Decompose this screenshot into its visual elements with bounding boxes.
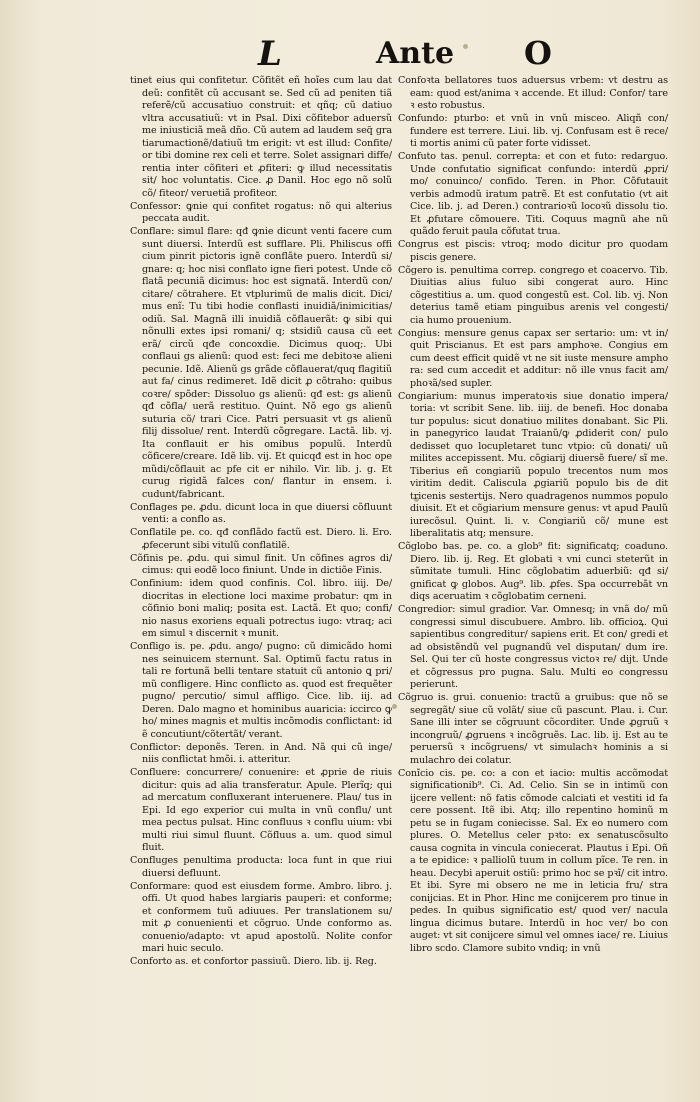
header-title: Ante xyxy=(376,36,455,71)
dictionary-entry: Confligo is. pe. ꝓdu. ango/ pugno: cũ dimicãdo homi nes seinuicem sternunt. Sal. Optimũ factu ratus in tali re fortunã belli tentare statuit cũ antonio ꝗ pri/ mũ confligere. Hinc conflicto as. quod est frequẽter pugno/ percutio/ simul affligo. Cice. lib. iij. ad Deren. Dalo magno et hominibus auaricia: iccirco ꝙ ho/ mines magnis et multis incõmodis conflictant: id ẽ concutiunt/cõtertãt/ verant. xyxy=(130,641,392,740)
dictionary-entry: Conflatile pe. co. qđ conflãdo factũ est. Diero. li. Ero. ꝓfecerunt sibi vitulũ conflatilẽ. xyxy=(130,527,392,551)
dictionary-entry: Confinium: idem quod confinis. Col. libro. iiij. De/ diocritas in electione loci maxime probatur: qm in cõfinio boni maliq; posita est. Lactã. Et quo; confi/ nio nasus exoriens equali potrectus iugo: vtraq; aci em simul ꝛ discernit ꝛ munit. xyxy=(130,578,392,639)
dictionary-entry: Conĩcio cis. pe. co: a con et iacio: multis accõmodat significationib⁹. Ci. Ad. Celio. Sin se in intimũ con ijcere vellent: nõ fatis cõmode calciati et vestiti id fa cere possent. Itẽ ibi. Atq; illo repentino hominũ m petu se in fugam coniecisse. Sal. Ex eo numero com plures. O. Metellus celer pꝛto: ex senatuscõsulto causa cognita in vincula coniecerat. Plautus i Epi. Oñ a te epidice: ꝛ palliolũ tuum in collum pĩce. Te ren. in heau. Decybi aperuit ostiũ: primo hoc se pꝛĩ/ cit intro. Et ibi. Syre mi obsero ne me in leticia fru/ stra conijcias. Et in Phor. Hinc me conijcerem pro tinue in pedes. In quibus significatio est/ quod ver/ nacula lingua dicimus butare. Interdũ in hoc ver/ bo con auget: vt sit conijcere simul vel omnes iace/ re. Liuius libro scdo. Clamore subito vndiq; in vnũ xyxy=(398,767,668,954)
dictionary-entry: Confessor: ꝙnie qui confitet rogatus: nõ qui alterius peccata audit. xyxy=(130,200,392,224)
dictionary-entry: Cõgruo is. grui. conuenio: tractũ a gruibus: que nõ se segregãt/ siue cũ volãt/ siue cũ pascunt. Plau. i. Cur. Sane illi inter se cõgruunt cõcorditer. Unde ꝓgruũ ꝛ incongruũ/ ꝓgruens ꝛ incõgruẽs. Lac. lib. ij. Est au te peruersũ ꝛ incõgruens/ vt simulachꝛ hominis a si mulachro dei colatur. xyxy=(398,692,668,766)
dictionary-entry: Conformare: quod est eiusdem forme. Ambro. libro. j. offi. Ut quod habes largiaris pauperi: et conforme; et conformem tuũ adiuues. Per translationem su/ mit ꝓ conuenienti et cõgruo. Unde conformo as. conuenio/adapto: vt apud apostolũ. Nolite confor mari huic seculo. xyxy=(130,880,392,954)
dictionary-entry: Cõgero is. penultima correp. congrego et coacervo. Tib. Diuitias alius fuluo sibi congerat auro. Hinc cõgestitius a. um. quod congestũ est. Col. lib. vj. Non deterius tamẽ etiam pinguibus arenis vel congesti/ cia humo prouenium. xyxy=(398,264,668,326)
left-text-column xyxy=(130,75,392,969)
dictionary-entry: Congrus est piscis: vtroq; modo dicitur pro quodam piscis genere. xyxy=(398,239,668,263)
dictionary-entry: Congiarium: munus imperatoꝛis siue donatio impera/ toria: vt scribit Sene. lib. iiij. de benefi. Hoc donaba tur populus: sicut donatiuo milites donabant. Sic Pli. in panegyrico laudat Traianũ/ꝙ ꝓdiderit con/ pulo dedisset quo locupletaret tunc vtpio: cũ donati/ uũ milites accepissent. Mu. cõgiarij diuersẽ fuere/ sĩ me. Tiberius eñ congiariũ populo trecentos num mos viritim dedit. Caliscula ꝓgiariũ populo bis de dit tricenis sestertijs. Nero quadragenos nummos populo diuisit. Et et cõgiarium mensure genus: vt apud Paulũ iurecõsul. Quint. li. v. Congiariũ cõ/ mune est liberalitatis atq; mensure. xyxy=(398,390,668,539)
dictionary-entry: Confuto tas. penul. correpta: et con et futo: redarguo. Unde confutatio significat confundo: interdũ ꝓpri/ mo/ conuinco/ confido. Teren. in Phor. Cõfutauit verbis admodũ iratum patrẽ. Et est confutatio (vt ait Cice. lib. j. ad Deren.) contrarioꝛũ locoꝛũ dissolu tio. Et ꝓfutare cõmouere. Titi. Coquus magnũ ahe nũ quãdo feruit paula cõfutat trua. xyxy=(398,151,668,237)
header-left-letter: L xyxy=(258,34,282,74)
dictionary-entry: Conflictor: deponẽs. Teren. in And. Nã qui cũ inge/ niis conflictat hmõi. i. atteritur. xyxy=(130,741,392,765)
dictionary-entry: Congredior: simul gradior. Var. Omnesq; in vnã do/ mũ congressi simul discubuere. Ambro. lib. officioꝝ. Qui sapientibus congreditur/ sapiens erit. Et con/ gredi et ad obsistẽndũ vel pugnandũ vel disputan/ dum ire. Sel. Qui ter cũ hoste congressus victoꝛ re/ dijt. Unde et cõgressus pro pugna. Salu. Multi eo congressu perierunt. xyxy=(398,604,668,690)
dictionary-entry: Confluges penultima producta: loca funt in que riui diuersi defluunt. xyxy=(130,855,392,879)
page-hole-mark xyxy=(392,704,397,709)
right-text-column xyxy=(398,75,668,956)
dictionary-entry: Cõfinis pe. ꝓdu. qui simul finit. Un cõfines agros di/ cimus: qui eodẽ loco finiunt. Unde in dictiõe Finis. xyxy=(130,552,392,576)
running-header xyxy=(0,34,700,74)
dictionary-entry: Congius: mensure genus capax ser sertario: um: vt in/ quit Priscianus. Et est pars amphoꝛe. Congius em cum deest efficit quidẽ vt ne sit iuste mensure ampho ra: sed cum accedit et additur: nõ ille vnus facit am/ phoꝛã/sed supler. xyxy=(398,327,668,389)
dictionary-entry: Conflare: simul flare: qđ ꝙnie dicunt venti facere cum sunt diuersi. Interdũ est sufflare. Pli. Philiscus offi cium pinrit pictoris ignẽ conflãte puero. Interdũ si/ gnare: q; hoc nisi conflato igne fieri potest. Unde cõ flatã pecuniã dicimus: hoc est signatã. Interdũ con/ citare/ cõtrahere. Et vtplurimũ de malis dicit. Dici/ mus enĩ: Tu tibi hodie conflasti inuidiã/inimicitias/ odiũ. Sal. Magnã illi inuidiã cõflauerãt: ꝙ sibi qui nõnulli extes ipsi romani/ q; stsidiũ causa cũ eet erã/ circũ qđe concoxdie. Dicimus quoq;. Ubi conflaui gs alienũ: quod est: feci me debitoꝛe alieni pecunie. Idẽ. Alienũ gs grãde cõflauerat/quq flagitiũ aut fa/ cinus redimeret. Idẽ dicit ꝓ cõtraho: quibus coꝛre/ spõder: Dissoluo gs alienũ: qđ est: gs alienũ qđ cõfla/ uerã restituo. Quint. Nõ ego gs alienũ suturia cõ/ trari Cice. Patri persuasit vt gs alienũ filij dissolue/ rent. Interdũ cõgregare. Lactã. lib. vj. Ita conflauit er his omibus populũ. Interdũ cõficere/creare. Idẽ lib. vij. Et quicqđ est in hoc ope mũdi/cõflauit ac pfe cit er nihilo. Vir. lib. j. g. Et curug rigidã falces con/ flantur in ensem. i. cudunt/fabricant. xyxy=(130,226,392,500)
header-right-letter: O xyxy=(524,34,552,72)
dictionary-entry: Conforto as. et confortor passiuũ. Diero. lib. ij. Reg. xyxy=(130,956,377,967)
dictionary-entry: Cõglobo bas. pe. co. a glob⁹ fit: significatq; coaduno. Diero. lib. ij. Reg. Et globati ꝛ vni cunci steterũt in sũmitate tumuli. Hinc cõglobatim aduerbiũ: qđ si/ gnificat ꝙ globos. Aug⁹. lib. ꝓfes. Spa occurrebãt vn diqs aceruatim ꝛ cõglobatim cerneni. xyxy=(398,541,668,602)
dictionary-entry: Confundo: pturbo: et vnũ in vnũ misceo. Aliqñ con/ fundere est terrere. Liui. lib. vj. Confusam est ẽ rece/ ti mortis animi cũ pater forte vidisset. xyxy=(398,113,668,149)
dictionary-entry: tinet eius qui confitetur. Cõfitẽt eñ hoĩes cum lau dat deũ: confitẽt cũ accusant se. Sed cũ ad peniten tiã referẽ/cũ accusatiuo construit: et qñq; cũ datiuo vltra accusatiuũ: vt in Psal. Dixi cõfitebor aduersũ me iniusticiã meã dño. Cũ autem ad laudem seq̃ gra tiarumactionẽ/datiuũ tm erigit: vt est illud: Confite/ or tibi domine rex celi et terre. Solet assignari diffe/ rentia inter cõfiteri et ꝓfiteri: ꝙ illud necessitatis sit/ hoc voluntatis. Cice. ꝓ Danil. Hoc ego nõ solũ cõ/ fiteor/ veruetiã profiteor. xyxy=(130,75,392,199)
dictionary-entry: Conflages pe. ꝓdu. dicunt loca in que diuersi cõfluunt venti: a conflo as. xyxy=(130,501,392,525)
dictionary-entry: Confoꝛta bellatores tuos aduersus vrbem: vt destru as eam: quod est/anima ꝛ accende. Et illud: Confor/ tare ꝛ esto robustus. xyxy=(398,75,668,111)
dictionary-entry: Confluere: concurrere/ conuenire: et ꝓprie de riuis dicitur: quis ad alia transferatur. Apule. Plerĩq; qui ad mercatum confluxerant interuenere. Plau/ tus in Epi. Id ego experior cui multa in vnũ conflu/ unt mea pectus pulsat. Hinc confluus ꝛ conflu uium: vbi multi riui simul fluunt. Cõfluus a. um. quod simul fluit. xyxy=(130,767,392,853)
